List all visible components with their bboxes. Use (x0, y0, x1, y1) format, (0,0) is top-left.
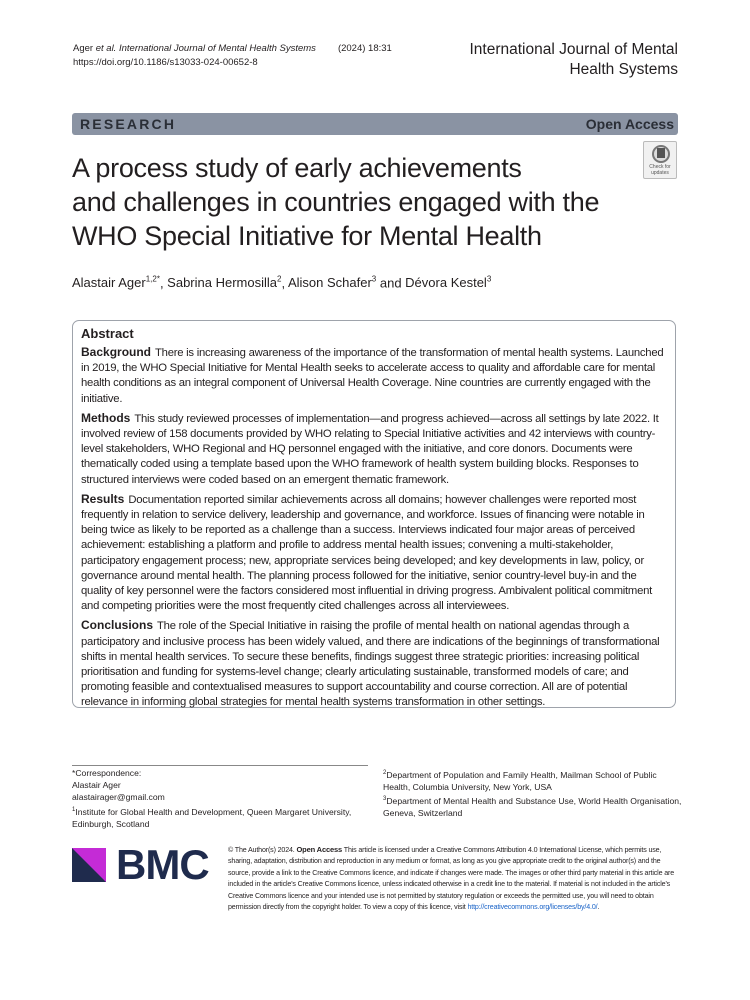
open-access-bold: Open Access (296, 845, 343, 854)
affiliations-footnote (383, 767, 683, 820)
affiliation-number: 3 (383, 796, 387, 803)
author-affiliation-marker: 3 (486, 275, 492, 284)
copyright-text: © The Author(s) 2024. (228, 846, 295, 854)
bmc-logo-mark (72, 848, 106, 882)
title-line: WHO Special Initiative for Mental Health (72, 221, 542, 251)
bookmark-icon (657, 148, 665, 158)
license-link[interactable]: http://creativecommons.org/licenses/by/4.0/ (467, 903, 598, 912)
section-label: Background (81, 345, 152, 359)
section-label: Conclusions (81, 618, 154, 633)
author-affiliation-marker: 3 (371, 275, 377, 284)
author-list (72, 275, 491, 290)
affiliation (383, 793, 683, 819)
author[interactable] (405, 275, 491, 290)
author-separator: , (281, 275, 288, 291)
license-text: This article is licensed under a Creative Commons Attribution 4.0 International License, which permits use, sharing, adaptation, distribution and reproduction in any medium or format, as long as you give appropriate credit to the original author(s) and the source, provide a link to the Creative Commons licence, and indicate if changes were made. The images or other third party material in this article are included in the article's Creative Commons licence, unless indicated otherwise in a credit line to the material. If material is not included in the article's Creative Commons licence and your intended use is not permitted by statutory regulation or exceeds the permitted use, you will need to obtain permission directly from the copyright holder. To view a copy of this licence, visit (228, 846, 675, 912)
author-separator: , (159, 275, 168, 291)
author-name: Dévora Kestel (405, 275, 487, 291)
author-separator: and (376, 275, 406, 291)
abstract-box (72, 320, 676, 708)
check-for-updates-label: Check for updates (649, 164, 671, 176)
article-title (72, 151, 632, 253)
abstract-background (81, 345, 668, 407)
section-text: Documentation reported similar achievements across all domains; however challenges were reported most frequently in relation to service delivery, leadership and governance, and workforce. Issues of financing were notable in being twice as likely to be reported as a challenge than a success. Interviews indicated four major areas of perceived achievement: establishing a platform and profile to address mental health issues; convening a multi-stakeholder, participatory engagement process; new, appropriate services being developed; and key developments in law, policy, or governance around mental health. The planning process followed for the initiative, senior country-level buy-in and the quality of key personnel were the factors considered most influential in driving progress. Ambivalent political commitment and competing priorities were the most frequently cited challenges across all interviewees. (81, 493, 653, 613)
journal-name-line: Health Systems (569, 61, 678, 78)
bmc-logo (72, 841, 212, 888)
section-text: The role of the Special Initiative in raising the profile of mental health on national agendas through a participatory and inclusive process has been widely valued, and there are indications of the beginnings of transformational shifts in mental health services. To secure these benefits, findings suggest three strategic priorities: increasing political prioritisation and funding for systems-level change; clearly articulating sustainable, transformed models of care; and promoting feasible and contextualised measures to support accountability and course correction. All are of potential relevance in informing global strategies for mental health systems transformation in other settings. (81, 620, 660, 709)
correspondence-email[interactable]: alastairager@gmail.com (72, 792, 165, 803)
journal-name-line: International Journal of Mental (469, 41, 678, 58)
author[interactable] (288, 275, 376, 290)
running-header (73, 42, 392, 70)
article-type-label: RESEARCH (80, 116, 177, 132)
citation-authors: Ager (73, 43, 96, 54)
author-name: Sabrina Hermosilla (167, 275, 277, 291)
affiliation (72, 804, 372, 830)
correspondence-label: *Correspondence: (72, 768, 142, 778)
affiliation (383, 767, 683, 793)
author-name: Alison Schafer (287, 275, 372, 291)
abstract-heading: Abstract (81, 326, 134, 341)
section-label: Methods (81, 410, 131, 425)
title-line: and challenges in countries engaged with the (72, 187, 600, 217)
open-access-label: Open Access (585, 116, 674, 132)
abstract-methods (81, 411, 668, 488)
license-end: . (597, 903, 600, 912)
affiliation-number: 2 (383, 770, 387, 776)
author[interactable] (72, 275, 160, 290)
affiliation-text: Institute for Global Health and Development, Queen Margaret University, Edinburgh, Scotland (72, 806, 352, 829)
citation-year: (2024) 18:31 (337, 43, 392, 54)
author[interactable] (167, 275, 281, 290)
author-affiliation-marker: 2 (277, 275, 282, 284)
author-affiliation-marker: 1,2* (145, 275, 160, 284)
affiliation-text: Department of Population and Family Health, Mailman School of Public Health, Columbia University, New York, USA (383, 769, 657, 793)
citation-etal: et al. (95, 43, 117, 54)
correspondence-footnote (72, 767, 372, 830)
affiliation-number: 1 (72, 806, 76, 813)
footnote-divider (72, 765, 368, 766)
author-name: Alastair Ager (72, 275, 146, 291)
section-text: This study reviewed processes of implementation—and progress achieved—across all settings by late 2022. It involved review of 158 documents provided by WHO relating to Special Initiative activities and 42 interviews with country-level stakeholders, WHO Regional and HQ personnel engaged with the initiative, and core donors. Documents were thematically coded using a template based upon the WHO framework of health system building blocks. Responses to structured interviews were coded based on an emergent thematic framework. (81, 412, 659, 486)
citation-line (73, 42, 392, 56)
section-text: There is increasing awareness of the importance of the transformation of mental health systems. Launched in 2019, the WHO Special Initiative for Mental Health seeks to accelerate access to quality and affordable care for mental health conditions as an integral component of Universal Health Coverage. Nine countries are currently engaged with the initiative. (81, 347, 664, 405)
bmc-wordmark: BMC (116, 841, 209, 888)
section-label: Results (81, 491, 125, 506)
doi-link[interactable]: https://doi.org/10.1186/s13033-024-00652-8 (73, 57, 258, 68)
journal-name (418, 40, 678, 80)
check-for-updates-button[interactable] (643, 141, 677, 179)
article-type-band (72, 113, 678, 135)
affiliation-text: Department of Mental Health and Substance Use, World Health Organisation, Geneva, Switzerland (383, 796, 682, 819)
license-statement (228, 844, 683, 913)
title-line: A process study of early achievements (72, 153, 522, 183)
citation-journal: International Journal of Mental Health Systems (116, 43, 316, 54)
abstract-conclusions (81, 618, 668, 710)
abstract-results (81, 492, 668, 615)
correspondence-name: Alastair Ager (72, 780, 121, 791)
